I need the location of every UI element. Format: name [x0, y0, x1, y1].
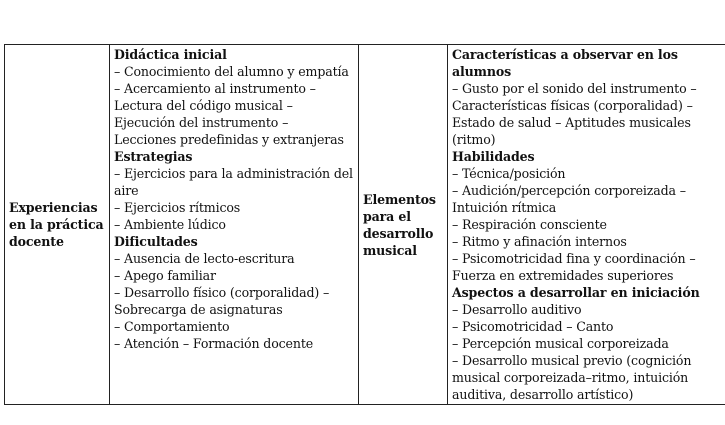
list-item: – Audición/percepción corporeizada – Intuición rítmica: [452, 183, 686, 215]
list-item: – Ejercicios rítmicos: [114, 200, 241, 215]
experiences-table: [4, 44, 725, 405]
list-item: – Desarrollo musical previo (cognición musical corporeizada–ritmo, intuición auditiva, desarrollo artístico): [452, 353, 692, 402]
list-item: – Ausencia de lecto-escritura: [114, 251, 295, 266]
row-header-elements: Elementos para el desarrollo musical: [359, 45, 448, 405]
didactic-content-cell: [110, 45, 359, 405]
list-item: – Gusto por el sonido del instrumento – Características físicas (corporalidad) – Estado de salud – Aptitudes musicales (ritmo): [452, 81, 697, 147]
list-item: – Comportamiento: [114, 319, 230, 334]
list-item: – Desarrollo auditivo: [452, 302, 582, 317]
list-item: – Percepción musical corporeizada: [452, 336, 669, 351]
section-heading: Didáctica inicial: [114, 47, 227, 62]
section-heading: Dificultades: [114, 234, 198, 249]
list-item: – Apego familiar: [114, 268, 216, 283]
row-header-experiences: Experiencias en la práctica docente: [5, 45, 110, 405]
section-heading: Habilidades: [452, 149, 535, 164]
list-item: – Ejercicios para la administración del aire: [114, 166, 353, 198]
list-item: – Respiración consciente: [452, 217, 607, 232]
list-item: – Conocimiento del alumno y empatía – Acercamiento al instrumento – Lectura del código musical – Ejecución del instrumento – Lecciones predefinidas y extranjeras: [114, 64, 349, 147]
section-heading: Estrategias: [114, 149, 193, 164]
list-item: – Ambiente lúdico: [114, 217, 226, 232]
list-item: – Atención – Formación docente: [114, 336, 314, 351]
list-item: – Psicomotricidad fina y coordinación – Fuerza en extremidades superiores: [452, 251, 696, 283]
list-item: – Psicomotricidad – Canto: [452, 319, 614, 334]
table-row: [5, 45, 725, 405]
list-item: – Ritmo y afinación internos: [452, 234, 627, 249]
section-heading: Aspectos a desarrollar en iniciación: [452, 285, 700, 300]
characteristics-content-cell: [448, 45, 725, 405]
list-item: – Desarrollo físico (corporalidad) – Sobrecarga de asignaturas: [114, 285, 330, 317]
section-heading: Características a observar en los alumnos: [452, 47, 678, 79]
list-item: – Técnica/posición: [452, 166, 566, 181]
